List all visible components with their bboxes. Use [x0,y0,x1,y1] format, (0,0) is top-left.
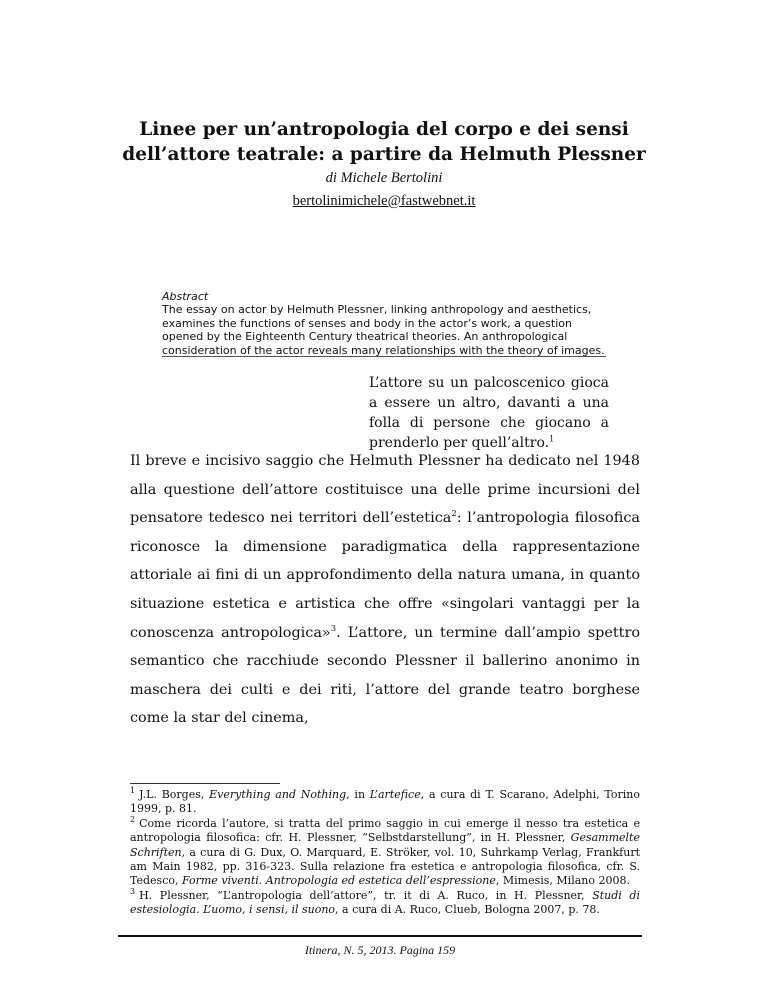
footnote-italic: Forme viventi. Antropologia ed estetica dell’espressione [181,874,496,888]
footnote-text: J.L. Borges, [139,788,210,801]
footnote-text: , in [346,788,370,801]
footnote-3 [130,889,640,918]
footnote-ref-2[interactable]: 2 [451,509,457,520]
footnote-number: 2 [130,815,136,825]
body-paragraph [130,447,640,733]
footnote-text: Come ricorda l’autore, si tratta del primo saggio in cui emerge il nesso tra estetica e antropologia filosofica: cfr. H. Plessner, “Selbstdarstellung”, in H. Plessner, [130,816,640,845]
abstract-text: The essay on actor by Helmuth Plessner, linking anthropology and aesthetics, examines the functions of senses and body in the actor’s work, a question opened by the Eighteenth Century theatrical theories. An anthropological consideration of the actor reveals many relationships with the theory of images. [162,303,605,357]
footer-citation: Itinera, N. 5, 2013. Pagina 159 [304,943,456,957]
footnote-italic: Studi di estesiologia. L’uomo, i sensi, il suono [130,888,640,917]
title-line-2: dell’attore teatrale: a partire da Helmuth Plessner [122,144,646,165]
footnotes [130,788,640,918]
body-segment-3: . L’attore, un termine dall’ampio spettro semantico che racchiude secondo Plessner il ballerino anonimo in maschera dei culti e dei riti, l’attore del grande teatro borghese come la star del cinema, [130,624,640,727]
body-segment-2: : l’antropologia filosofica riconosce la dimensione paradigmatica della rappresentazione attoriale ai fini di un approfondimento della natura umana, in quanto situazione estetica e artistica che offre «singolari vantaggi per la conoscenza antropologica» [130,510,640,641]
footnote-italic: L’artefice [369,788,421,801]
author-email-link[interactable]: bertolinimichele@fastwebnet.it [292,193,476,209]
page-footer [118,943,642,958]
footnote-divider [130,783,280,784]
footnote-ref-3[interactable]: 3 [330,623,337,634]
footnote-number: 3 [130,887,136,897]
footnote-2 [130,817,640,889]
abstract-block [162,290,607,357]
author-byline: di Michele Bertolini [325,170,443,186]
footnote-text: , a cura di G. Dux, O. Marquard, E. Ströker, vol. 10, Suhrkamp Verlag, Frankfurt am Main 1982, pp. 316-323. Sulla relazione fra estetica e antropologia filosofica, cfr. S. Tedesco, [130,845,640,888]
abstract-label: Abstract [162,290,209,303]
author-email-container [100,191,668,211]
footnote-italic: Everything and Nothing [209,788,347,801]
footer-divider [118,935,642,937]
footnote-text: H. Plessner, “L’antropologia dell’attore”, tr. it di A. Ruco, in H. Plessner, [139,888,593,902]
title-line-1: Linee per un’antropologia del corpo e dei sensi [139,119,629,140]
epigraph [369,373,609,453]
body-segment-1: Il breve e incisivo saggio che Helmuth Plessner ha dedicato nel 1948 alla questione dell’attore costituisce una delle prime incursioni del pensatore tedesco nei territori dell’estetica [130,453,640,527]
epigraph-footnote-ref[interactable]: 1 [549,434,555,444]
epigraph-text: L’attore su un palcoscenico gioca a essere un altro, davanti a una folla di persone che giocano a prenderlo per quell’altro. [369,375,609,451]
footnote-1 [130,788,640,817]
article-title [100,117,668,167]
abstract-divider [162,356,606,357]
footnote-text: , Mimesis, Milano 2008. [495,874,630,888]
footnote-text: , a cura di T. Scarano, Adelphi, Torino 1999, p. 81. [130,788,641,816]
footnote-text: , a cura di A. Ruco, Clueb, Bologna 2007, p. 78. [335,903,600,917]
footnote-number: 1 [130,786,136,796]
footnote-italic: Gesammelte Schriften [130,831,640,859]
